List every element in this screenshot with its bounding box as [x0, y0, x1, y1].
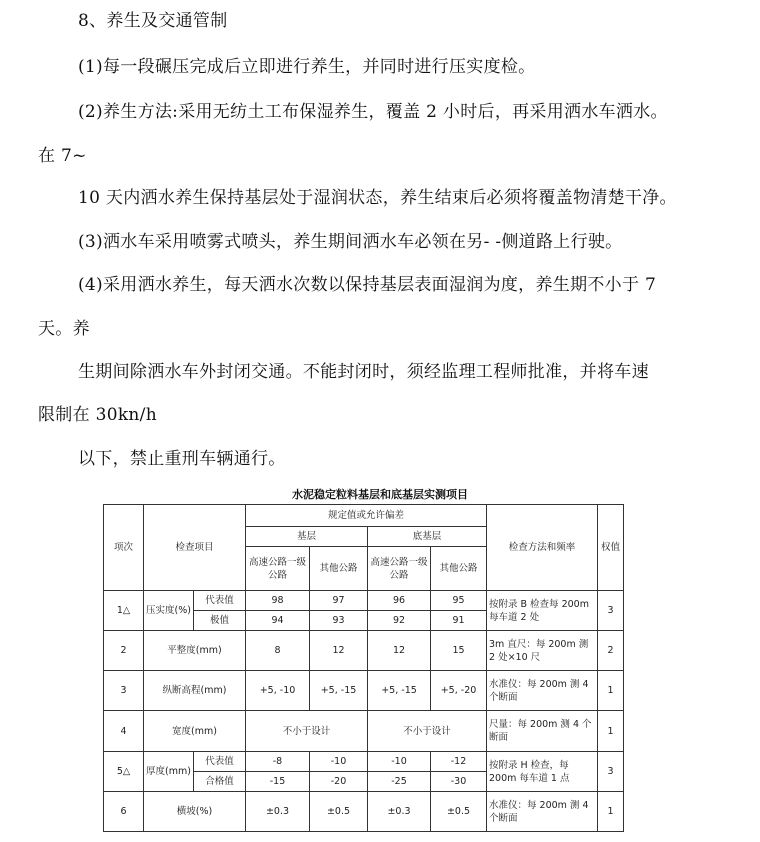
row1-item: 压实度(%)	[144, 591, 194, 631]
row2-val-3: 15	[431, 631, 487, 671]
row1-rep-3: 95	[431, 591, 487, 611]
row6-val-3: ±0.5	[431, 792, 487, 832]
header-subbase-other: 其他公路	[431, 547, 487, 591]
row1-rep-0: 98	[246, 591, 310, 611]
row4-subbase-val: 不小于设计	[368, 711, 487, 752]
header-base-highway: 高速公路一级公路	[246, 547, 310, 591]
row5-rep-label: 代表值	[194, 752, 246, 772]
table-row	[104, 671, 624, 711]
paragraph-3: 10 天内洒水养生保持基层处于湿润状态，养生结束后必须将覆盖物清楚干净。	[78, 188, 677, 208]
row4-base-val: 不小于设计	[246, 711, 368, 752]
row5-no: 5△	[104, 752, 144, 792]
row1-weight: 3	[598, 591, 624, 631]
row5-pass-2: -25	[368, 772, 431, 792]
row5-item: 厚度(mm)	[144, 752, 194, 792]
header-weight: 权值	[598, 505, 624, 591]
header-item-no: 项次	[104, 505, 144, 591]
row5-rep-2: -10	[368, 752, 431, 772]
inspection-table	[103, 504, 624, 832]
row5-method: 按附录 H 检查，每 200m 每车道 1 点	[487, 752, 598, 792]
row6-no: 6	[104, 792, 144, 832]
row3-val-2: +5, -15	[368, 671, 431, 711]
paragraph-2: (2)养生方法:采用无纺土工布保湿养生，覆盖 2 小时后，再采用洒水车洒水。	[78, 102, 668, 122]
header-subbase-highway: 高速公路一级公路	[368, 547, 431, 591]
table-row	[104, 792, 624, 832]
row2-weight: 2	[598, 631, 624, 671]
paragraph-6-cont: 限制在 30kn/h	[38, 405, 157, 425]
row2-val-2: 12	[368, 631, 431, 671]
table-row	[104, 752, 624, 772]
row2-val-0: 8	[246, 631, 310, 671]
row4-method: 尺量：每 200m 测 4 个断面	[487, 711, 598, 752]
row3-val-0: +5, -10	[246, 671, 310, 711]
row6-method: 水准仪：每 200m 测 4 个断面	[487, 792, 598, 832]
row1-method: 按附录 B 检查每 200m 每车道 2 处	[487, 591, 598, 631]
row4-weight: 1	[598, 711, 624, 752]
row4-item: 宽度(mm)	[144, 711, 246, 752]
row1-rep-1: 97	[310, 591, 368, 611]
row5-pass-3: -30	[431, 772, 487, 792]
header-check-item: 检查项目	[144, 505, 246, 591]
row1-no: 1△	[104, 591, 144, 631]
header-method: 检查方法和频率	[487, 505, 598, 591]
row6-val-0: ±0.3	[246, 792, 310, 832]
row5-weight: 3	[598, 752, 624, 792]
table-row	[104, 631, 624, 671]
row1-lim-1: 93	[310, 611, 368, 631]
paragraph-1: (1)每一段碾压完成后立即进行养生，并同时进行压实度检。	[78, 57, 536, 77]
row3-weight: 1	[598, 671, 624, 711]
table-title: 水泥稳定粒料基层和底基层实测项目	[292, 488, 468, 501]
row5-rep-3: -12	[431, 752, 487, 772]
row6-weight: 1	[598, 792, 624, 832]
row3-item: 纵断高程(mm)	[144, 671, 246, 711]
row2-method: 3m 直尺：每 200m 测 2 处×10 尺	[487, 631, 598, 671]
row2-val-1: 12	[310, 631, 368, 671]
row5-pass-label: 合格值	[194, 772, 246, 792]
row3-method: 水准仪：每 200m 测 4 个断面	[487, 671, 598, 711]
paragraph-5-cont: 天。养	[38, 319, 90, 339]
row1-lim-0: 94	[246, 611, 310, 631]
paragraph-5: (4)采用洒水养生，每天洒水次数以保持基层表面湿润为度，养生期不小于 7	[78, 275, 657, 295]
row1-rep-2: 96	[368, 591, 431, 611]
row1-lim-3: 91	[431, 611, 487, 631]
row1-rep-label: 代表值	[194, 591, 246, 611]
row3-val-1: +5, -15	[310, 671, 368, 711]
section-heading: 8、养生及交通管制	[78, 11, 228, 31]
row4-no: 4	[104, 711, 144, 752]
row6-item: 横坡(%)	[144, 792, 246, 832]
paragraph-2-cont: 在 7~	[38, 146, 87, 166]
row3-val-3: +5, -20	[431, 671, 487, 711]
row5-rep-0: -8	[246, 752, 310, 772]
row2-item: 平整度(mm)	[144, 631, 246, 671]
header-base: 基层	[246, 527, 368, 547]
row1-lim-2: 92	[368, 611, 431, 631]
table-row	[104, 711, 624, 752]
row6-val-1: ±0.5	[310, 792, 368, 832]
row5-pass-1: -20	[310, 772, 368, 792]
header-allowed: 规定值或允许偏差	[246, 505, 487, 527]
row3-no: 3	[104, 671, 144, 711]
row2-no: 2	[104, 631, 144, 671]
table-header-row-1	[104, 505, 624, 527]
row5-pass-0: -15	[246, 772, 310, 792]
row1-lim-label: 极值	[194, 611, 246, 631]
paragraph-7: 以下，禁止重刑车辆通行。	[78, 449, 286, 469]
row6-val-2: ±0.3	[368, 792, 431, 832]
table-row	[104, 591, 624, 611]
paragraph-4: (3)洒水车采用喷雾式喷头，养生期间洒水车必领在另- -侧道路上行驶。	[78, 232, 623, 252]
header-subbase: 底基层	[368, 527, 487, 547]
paragraph-6: 生期间除洒水车外封闭交通。不能封闭时，须经监理工程师批准，并将车速	[78, 362, 649, 382]
row5-rep-1: -10	[310, 752, 368, 772]
header-base-other: 其他公路	[310, 547, 368, 591]
